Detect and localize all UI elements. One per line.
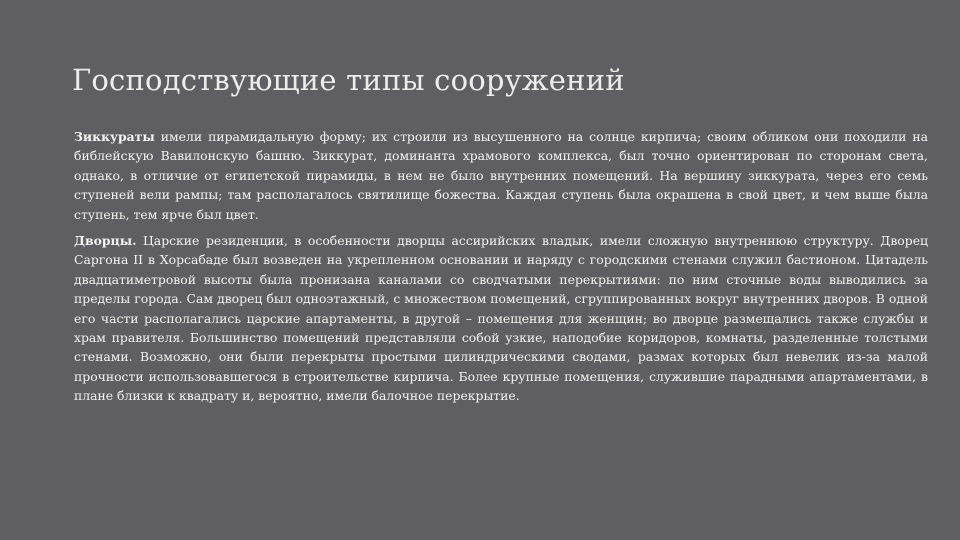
term-ziggurats: Зиккураты	[74, 129, 155, 144]
slide-body	[74, 127, 928, 413]
slide-title: Господствующие типы сооружений	[72, 63, 625, 97]
paragraph-ziggurats	[74, 127, 928, 224]
paragraph-ziggurats-text: имели пирамидальную форму; их строили из высушенного на солнце кирпича; своим обликом они походили на библейскую Вавилонскую башню. Зиккурат, доминанта храмового комплекса, был точно ориентирован по сторонам света, однако, в отличие от египетской пирамиды, в нем не было внутренних помещений. На вершину зиккурата, через его семь ступеней вели рампы; там располагалось святилище божества. Каждая ступень была окрашена в свой цвет, и чем выше была ступень, тем ярче был цвет.	[74, 129, 928, 222]
paragraph-palaces-text: Царские резиденции, в особенности дворцы ассирийских владык, имели сложную внутреннюю структуру. Дворец Саргона II в Хорсабаде был возведен на укрепленном основании и наряду с городскими стенами служил бастионом. Цитадель двадцатиметровой высоты была пронизана каналами со сводчатыми перекрытиями: по ним сточные воды выводились за пределы города. Сам дворец был одноэтажный, с множеством помещений, сгруппированных вокруг внутренних дворов. В одной его части располагались царские апартаменты, в другой – помещения для женщин; во дворце размещались также службы и храм правителя. Большинство помещений представляли собой узкие, наподобие коридоров, комнаты, разделенные толстыми стенами. Возможно, они были перекрыты простыми цилиндрическими сводами, размах которых был невелик из-за малой прочности использовавшегося в строительстве кирпича. Более крупные помещения, служившие парадными апартаментами, в плане близки к квадрату и, вероятно, имели балочное перекрытие.	[74, 233, 928, 404]
paragraph-palaces	[74, 231, 928, 406]
term-palaces: Дворцы.	[74, 233, 137, 249]
